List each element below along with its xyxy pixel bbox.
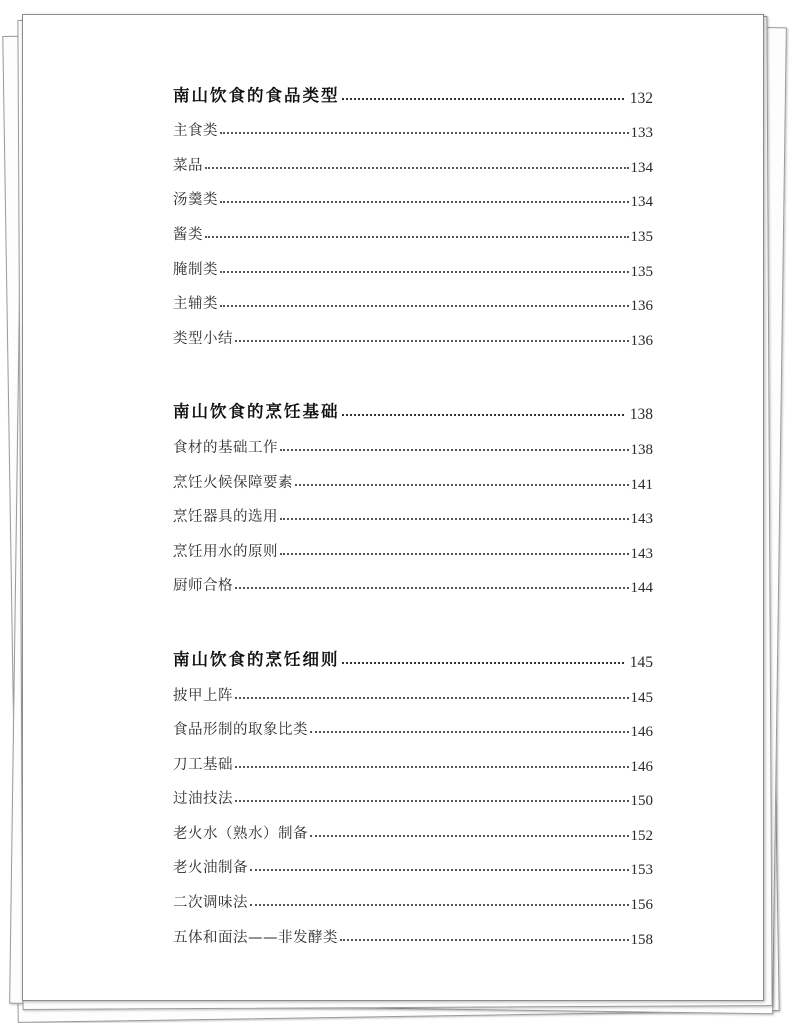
dot-leader xyxy=(250,869,629,871)
toc-entry[interactable] xyxy=(173,843,653,878)
entry-title: 厨师合格 xyxy=(173,578,233,595)
table-of-contents xyxy=(173,71,653,987)
dot-leader xyxy=(310,835,629,837)
entry-title: 二次调味法 xyxy=(173,895,248,912)
entry-page-number: 133 xyxy=(630,125,653,142)
dot-leader xyxy=(235,340,629,342)
entry-title: 食材的基础工作 xyxy=(173,439,278,456)
toc-entry[interactable] xyxy=(173,140,653,175)
dot-leader xyxy=(235,697,629,699)
dot-leader xyxy=(235,800,629,802)
toc-entry[interactable] xyxy=(173,209,653,244)
toc-entry[interactable] xyxy=(173,526,653,561)
dot-leader xyxy=(342,98,624,100)
section-heading[interactable] xyxy=(173,388,653,423)
entry-page-number: 145 xyxy=(630,689,653,706)
section-title: 南山饮食的食品类型 xyxy=(173,85,340,105)
dot-leader xyxy=(280,518,629,520)
toc-entry[interactable] xyxy=(173,244,653,279)
dot-leader xyxy=(342,662,624,664)
dot-leader xyxy=(205,236,629,238)
section-heading[interactable] xyxy=(173,635,653,670)
entry-title: 汤羹类 xyxy=(173,192,218,209)
toc-entry[interactable] xyxy=(173,808,653,843)
entry-title: 过油技法 xyxy=(173,791,233,808)
toc-entry[interactable] xyxy=(173,457,653,492)
section-heading[interactable] xyxy=(173,71,653,106)
dot-leader xyxy=(235,587,629,589)
toc-entry[interactable] xyxy=(173,670,653,705)
entry-page-number: 156 xyxy=(630,897,653,914)
entry-page-number: 143 xyxy=(630,511,653,528)
section-title: 南山饮食的烹饪基础 xyxy=(173,402,340,422)
toc-entry[interactable] xyxy=(173,774,653,809)
toc-entry[interactable] xyxy=(173,912,653,947)
entry-title: 烹饪器具的选用 xyxy=(173,509,278,526)
toc-section xyxy=(173,635,653,946)
dot-leader xyxy=(220,201,629,203)
entry-title: 类型小结 xyxy=(173,330,233,347)
entry-title: 主食类 xyxy=(173,123,218,140)
entry-page-number: 152 xyxy=(630,827,653,844)
dot-leader xyxy=(280,449,629,451)
toc-entry[interactable] xyxy=(173,279,653,314)
dot-leader xyxy=(340,939,629,941)
entry-page-number: 135 xyxy=(630,263,653,280)
entry-page-number: 134 xyxy=(630,159,653,176)
toc-entry[interactable] xyxy=(173,739,653,774)
entry-page-number: 153 xyxy=(630,862,653,879)
entry-title: 老火油制备 xyxy=(173,860,248,877)
toc-entry[interactable] xyxy=(173,175,653,210)
entry-page-number: 135 xyxy=(630,228,653,245)
toc-page xyxy=(22,14,764,1001)
toc-entry[interactable] xyxy=(173,705,653,740)
entry-title: 五体和面法——非发酵类 xyxy=(173,929,338,946)
entry-page-number: 141 xyxy=(630,476,653,493)
toc-entry[interactable] xyxy=(173,313,653,348)
entry-title: 烹饪火候保障要素 xyxy=(173,474,293,491)
entry-title: 菜品 xyxy=(173,157,203,174)
dot-leader xyxy=(220,271,629,273)
entry-page-number: 146 xyxy=(630,724,653,741)
entry-title: 主辅类 xyxy=(173,296,218,313)
entry-title: 刀工基础 xyxy=(173,756,233,773)
dot-leader xyxy=(295,484,629,486)
dot-leader xyxy=(310,731,629,733)
toc-section xyxy=(173,388,653,596)
dot-leader xyxy=(280,553,629,555)
entry-title: 烹饪用水的原则 xyxy=(173,543,278,560)
entry-page-number: 158 xyxy=(630,931,653,948)
toc-entry[interactable] xyxy=(173,877,653,912)
dot-leader xyxy=(235,766,629,768)
entry-title: 酱类 xyxy=(173,226,203,243)
entry-title: 腌制类 xyxy=(173,261,218,278)
dot-leader xyxy=(342,414,624,416)
entry-page-number: 136 xyxy=(630,298,653,315)
entry-page-number: 138 xyxy=(630,441,653,458)
section-title: 南山饮食的烹饪细则 xyxy=(173,649,340,669)
toc-section xyxy=(173,71,653,348)
toc-entry[interactable] xyxy=(173,492,653,527)
dot-leader xyxy=(205,167,629,169)
dot-leader xyxy=(220,132,629,134)
entry-page-number: 143 xyxy=(630,545,653,562)
entry-page-number: 144 xyxy=(630,580,653,597)
toc-entry[interactable] xyxy=(173,422,653,457)
entry-title: 食品形制的取象比类 xyxy=(173,722,308,739)
dot-leader xyxy=(250,904,629,906)
entry-page-number: 134 xyxy=(630,194,653,211)
toc-entry[interactable] xyxy=(173,106,653,141)
section-page-number: 145 xyxy=(629,653,653,671)
entry-page-number: 150 xyxy=(630,793,653,810)
entry-page-number: 136 xyxy=(630,332,653,349)
section-page-number: 132 xyxy=(629,89,653,107)
toc-entry[interactable] xyxy=(173,561,653,596)
entry-title: 披甲上阵 xyxy=(173,687,233,704)
dot-leader xyxy=(220,305,629,307)
entry-page-number: 146 xyxy=(630,758,653,775)
entry-title: 老火水（熟水）制备 xyxy=(173,825,308,842)
section-page-number: 138 xyxy=(629,406,653,424)
